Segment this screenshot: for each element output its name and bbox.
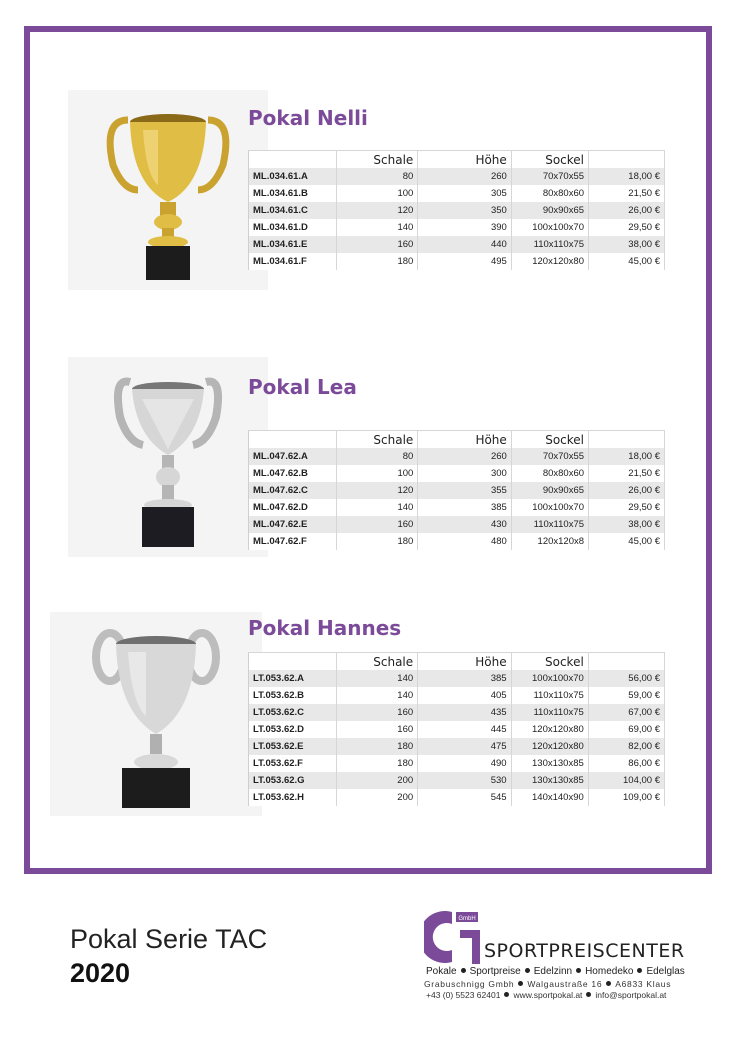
article-code: ML.034.61.B xyxy=(249,185,337,202)
cell-schale: 180 xyxy=(336,738,417,755)
cell-hoehe: 260 xyxy=(418,448,511,465)
cell-sockel: 80x80x60 xyxy=(511,185,588,202)
article-code: ML.047.62.D xyxy=(249,499,337,516)
cell-hoehe: 390 xyxy=(418,219,511,236)
column-header: Sockel xyxy=(511,653,588,671)
address-item: Walgaustraße 16 xyxy=(527,979,603,989)
cell-price: 86,00 € xyxy=(588,755,664,772)
address-item: Grabuschnigg Gmbh xyxy=(424,979,515,989)
bullet-icon xyxy=(525,968,530,973)
cell-hoehe: 480 xyxy=(418,533,511,550)
table-row xyxy=(249,236,665,253)
article-code: LT.053.62.B xyxy=(249,687,337,704)
cell-hoehe: 260 xyxy=(418,168,511,185)
email-link[interactable]: info@sportpokal.at xyxy=(595,990,667,1000)
trophy-photo-lea xyxy=(68,357,268,557)
cell-hoehe: 445 xyxy=(418,721,511,738)
table-row xyxy=(249,253,665,270)
cell-price: 109,00 € xyxy=(588,789,664,806)
cell-sockel: 110x110x75 xyxy=(511,687,588,704)
cell-price: 26,00 € xyxy=(589,202,665,219)
cell-price: 56,00 € xyxy=(588,670,664,687)
cell-hoehe: 530 xyxy=(418,772,511,789)
cell-hoehe: 385 xyxy=(418,670,511,687)
address xyxy=(424,979,671,989)
cell-sockel: 130x130x85 xyxy=(511,755,588,772)
column-header: Höhe xyxy=(418,431,511,449)
table-row xyxy=(249,533,665,550)
column-header: Sockel xyxy=(511,431,588,449)
cell-price: 21,50 € xyxy=(589,185,665,202)
column-header xyxy=(249,431,337,449)
cell-schale: 80 xyxy=(336,168,417,185)
contact xyxy=(426,990,666,1000)
cell-sockel: 100x100x70 xyxy=(511,219,588,236)
cell-price: 38,00 € xyxy=(589,516,665,533)
tagline-item: Homedeko xyxy=(585,966,634,977)
bullet-icon xyxy=(461,968,466,973)
product-table xyxy=(248,150,665,270)
table-row xyxy=(249,704,665,721)
table-header xyxy=(249,653,665,671)
cell-hoehe: 490 xyxy=(418,755,511,772)
bullet-icon xyxy=(576,968,581,973)
table-row xyxy=(249,465,665,482)
table-row xyxy=(249,738,665,755)
cell-schale: 200 xyxy=(336,772,417,789)
cell-sockel: 120x120x80 xyxy=(511,721,588,738)
article-code: ML.034.61.F xyxy=(249,253,337,270)
product-table xyxy=(248,430,665,550)
cell-price: 29,50 € xyxy=(589,499,665,516)
cell-schale: 140 xyxy=(336,687,417,704)
bullet-icon xyxy=(637,968,642,973)
article-code: LT.053.62.C xyxy=(249,704,337,721)
table-header xyxy=(249,151,665,169)
cell-sockel: 100x100x70 xyxy=(511,499,588,516)
bullet-icon xyxy=(586,992,591,997)
bullet-icon xyxy=(504,992,509,997)
cell-price: 26,00 € xyxy=(589,482,665,499)
tagline-item: Edelzinn xyxy=(533,966,573,977)
cell-sockel: 120x120x8 xyxy=(511,533,588,550)
cell-hoehe: 355 xyxy=(418,482,511,499)
cell-hoehe: 300 xyxy=(418,465,511,482)
cell-hoehe: 405 xyxy=(418,687,511,704)
table-row xyxy=(249,185,665,202)
brand-name: SPORTPREISCENTER xyxy=(484,940,685,962)
cell-hoehe: 545 xyxy=(418,789,511,806)
cell-schale: 180 xyxy=(336,755,417,772)
table-row xyxy=(249,755,665,772)
column-header: Schale xyxy=(336,431,417,449)
article-code: ML.047.62.B xyxy=(249,465,337,482)
product-title: Pokal Nelli xyxy=(248,106,368,130)
column-header xyxy=(588,653,664,671)
cell-price: 104,00 € xyxy=(588,772,664,789)
bullet-icon xyxy=(518,981,523,986)
cell-schale: 160 xyxy=(336,704,417,721)
table-row xyxy=(249,721,665,738)
cell-sockel: 100x100x70 xyxy=(511,670,588,687)
article-code: ML.034.61.E xyxy=(249,236,337,253)
column-header xyxy=(249,151,337,169)
cell-sockel: 70x70x55 xyxy=(511,168,588,185)
company-logo xyxy=(424,910,488,964)
cell-price: 29,50 € xyxy=(589,219,665,236)
cell-price: 67,00 € xyxy=(588,704,664,721)
cell-schale: 140 xyxy=(336,499,417,516)
bullet-icon xyxy=(606,981,611,986)
column-header xyxy=(589,431,665,449)
article-code: LT.053.62.E xyxy=(249,738,337,755)
cell-price: 59,00 € xyxy=(588,687,664,704)
cell-hoehe: 475 xyxy=(418,738,511,755)
column-header: Höhe xyxy=(418,151,511,169)
table-row xyxy=(249,516,665,533)
table-row xyxy=(249,482,665,499)
cell-hoehe: 435 xyxy=(418,704,511,721)
website-link[interactable]: www.sportpokal.at xyxy=(513,990,583,1000)
table-row xyxy=(249,219,665,236)
cell-sockel: 110x110x75 xyxy=(511,236,588,253)
trophy-photo-nelli xyxy=(68,90,268,290)
cell-sockel: 140x140x90 xyxy=(511,789,588,806)
article-code: LT.053.62.H xyxy=(249,789,337,806)
cell-schale: 180 xyxy=(336,253,417,270)
cell-sockel: 80x80x60 xyxy=(511,465,588,482)
article-code: ML.034.61.A xyxy=(249,168,337,185)
table-row xyxy=(249,499,665,516)
column-header: Höhe xyxy=(418,653,511,671)
cell-schale: 160 xyxy=(336,516,417,533)
table-row xyxy=(249,789,665,806)
table-row xyxy=(249,670,665,687)
cell-hoehe: 350 xyxy=(418,202,511,219)
article-code: LT.053.62.D xyxy=(249,721,337,738)
logo-badge: GmbH xyxy=(458,916,476,922)
cell-price: 38,00 € xyxy=(589,236,665,253)
trophy-photo-hannes xyxy=(50,612,262,816)
cell-price: 18,00 € xyxy=(589,448,665,465)
cell-price: 82,00 € xyxy=(588,738,664,755)
cell-schale: 140 xyxy=(336,670,417,687)
article-code: ML.034.61.D xyxy=(249,219,337,236)
cell-price: 18,00 € xyxy=(589,168,665,185)
column-header: Schale xyxy=(336,653,417,671)
cell-schale: 180 xyxy=(336,533,417,550)
cell-price: 69,00 € xyxy=(588,721,664,738)
table-header xyxy=(249,431,665,449)
cell-hoehe: 440 xyxy=(418,236,511,253)
article-code: LT.053.62.A xyxy=(249,670,337,687)
cell-sockel: 90x90x65 xyxy=(511,202,588,219)
article-code: ML.047.62.E xyxy=(249,516,337,533)
article-code: ML.047.62.F xyxy=(249,533,337,550)
column-header: Sockel xyxy=(511,151,588,169)
cell-sockel: 90x90x65 xyxy=(511,482,588,499)
product-table xyxy=(248,652,665,806)
tagline xyxy=(426,966,685,977)
cell-sockel: 120x120x80 xyxy=(511,253,588,270)
column-header xyxy=(589,151,665,169)
cell-schale: 200 xyxy=(336,789,417,806)
tagline-item: Edelglas xyxy=(646,966,685,977)
cell-schale: 160 xyxy=(336,721,417,738)
cell-schale: 140 xyxy=(336,219,417,236)
cell-hoehe: 430 xyxy=(418,516,511,533)
column-header xyxy=(249,653,337,671)
cell-schale: 100 xyxy=(336,465,417,482)
cell-schale: 100 xyxy=(336,185,417,202)
cell-schale: 80 xyxy=(336,448,417,465)
cell-schale: 160 xyxy=(336,236,417,253)
article-code: ML.047.62.C xyxy=(249,482,337,499)
article-code: LT.053.62.F xyxy=(249,755,337,772)
cell-sockel: 70x70x55 xyxy=(511,448,588,465)
cell-sockel: 110x110x75 xyxy=(511,704,588,721)
article-code: ML.047.62.A xyxy=(249,448,337,465)
article-code: ML.034.61.C xyxy=(249,202,337,219)
tagline-item: Sportpreise xyxy=(469,966,521,977)
table-row xyxy=(249,687,665,704)
cell-schale: 120 xyxy=(336,202,417,219)
product-title: Pokal Hannes xyxy=(248,616,402,640)
series-title: Pokal Serie TAC xyxy=(70,924,268,954)
cell-price: 45,00 € xyxy=(589,533,665,550)
cell-hoehe: 495 xyxy=(418,253,511,270)
column-header: Schale xyxy=(336,151,417,169)
cell-price: 21,50 € xyxy=(589,465,665,482)
address-item: A6833 Klaus xyxy=(615,979,672,989)
cell-schale: 120 xyxy=(336,482,417,499)
table-row xyxy=(249,168,665,185)
cell-sockel: 130x130x85 xyxy=(511,772,588,789)
cell-hoehe: 385 xyxy=(418,499,511,516)
series-year: 2020 xyxy=(70,958,131,988)
cell-sockel: 110x110x75 xyxy=(511,516,588,533)
cell-price: 45,00 € xyxy=(589,253,665,270)
product-title: Pokal Lea xyxy=(248,375,357,399)
tagline-item: Pokale xyxy=(426,966,457,977)
cell-hoehe: 305 xyxy=(418,185,511,202)
table-row xyxy=(249,772,665,789)
table-row xyxy=(249,202,665,219)
cell-sockel: 120x120x80 xyxy=(511,738,588,755)
article-code: LT.053.62.G xyxy=(249,772,337,789)
table-row xyxy=(249,448,665,465)
phone-number: +43 (0) 5523 62401 xyxy=(426,990,501,1000)
